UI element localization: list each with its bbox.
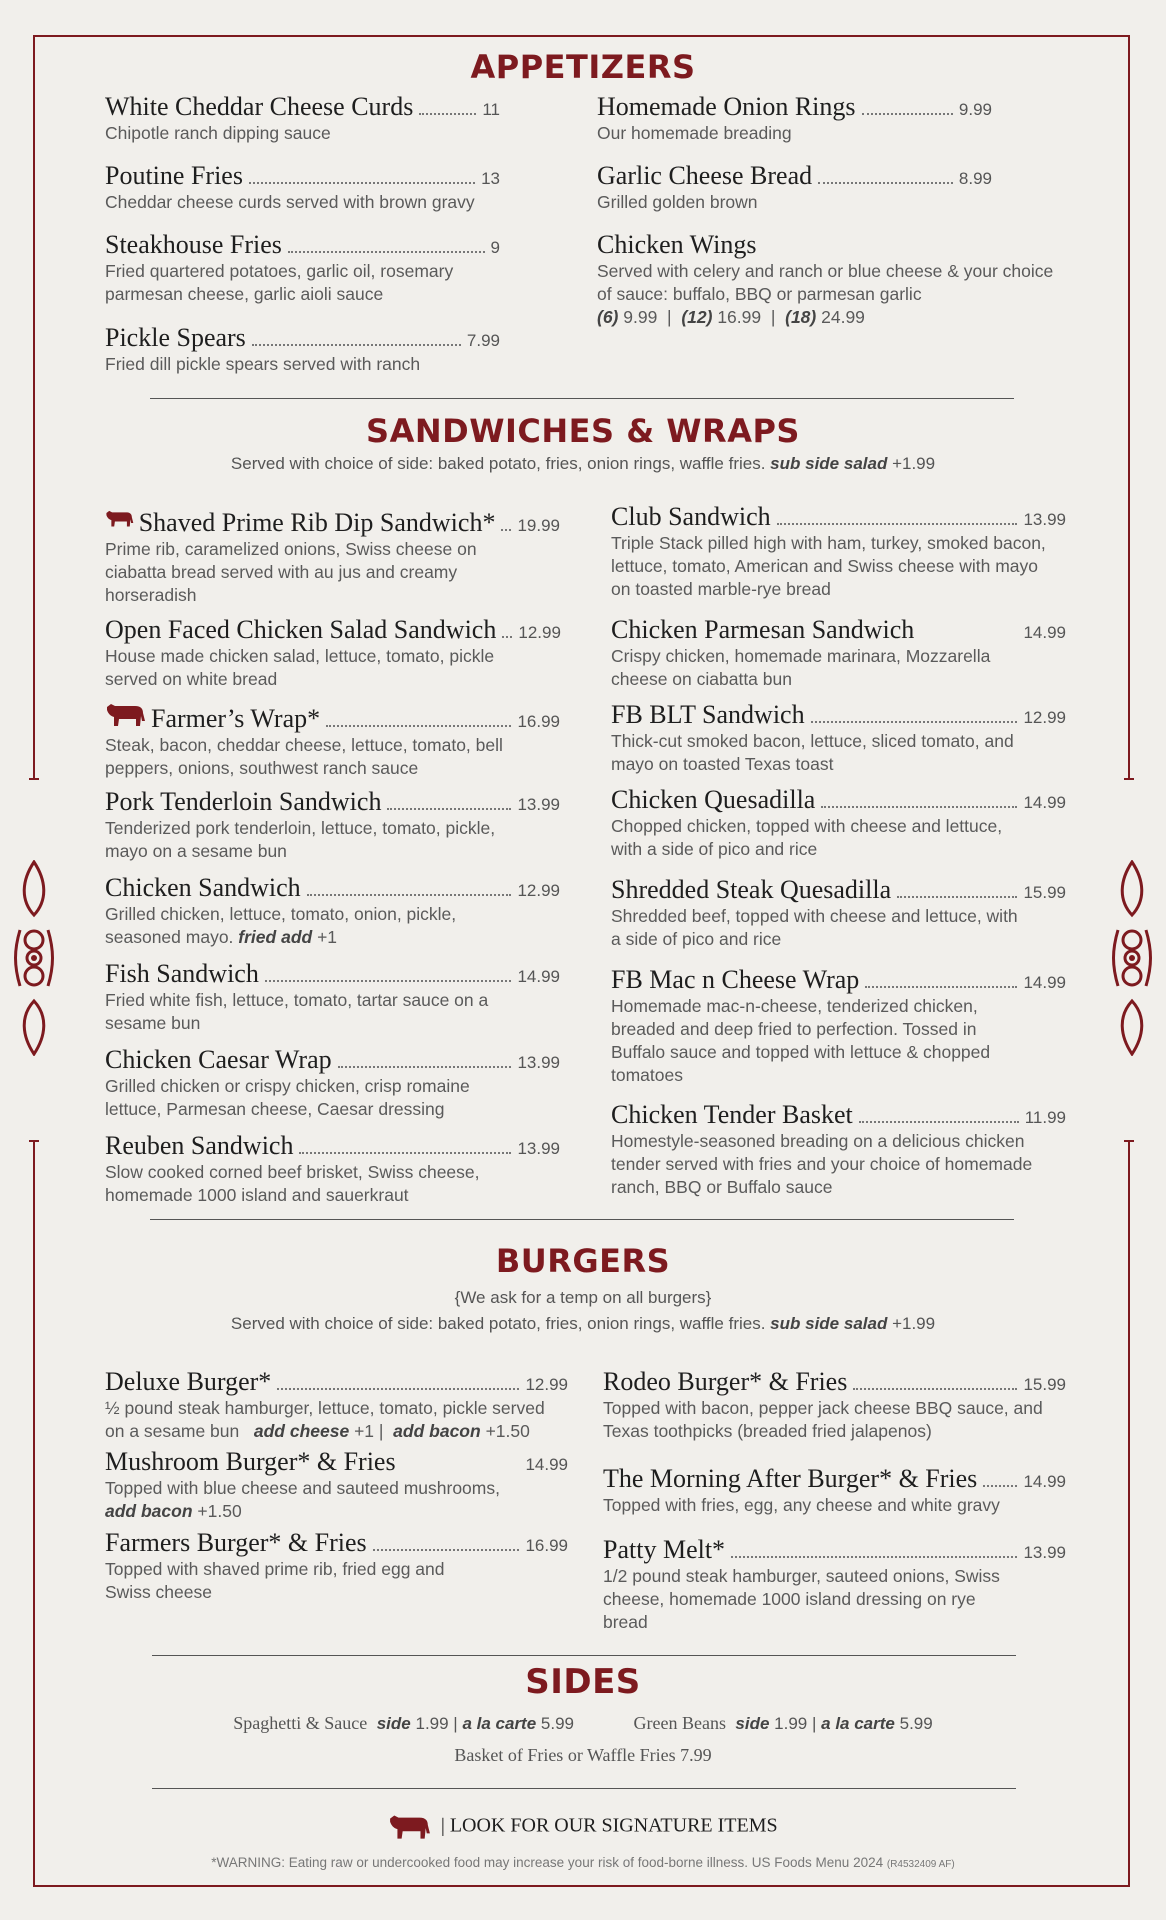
leader-dots: [731, 1556, 1017, 1558]
item-name: Chicken Tender Basket: [611, 1100, 853, 1129]
item-description: Slow cooked corned beef brisket, Swiss cheese, homemade 1000 island and sauerkraut: [105, 1162, 480, 1205]
subtitle-price: +1.99: [892, 1314, 936, 1333]
item-name: Farmer’s Wrap*: [151, 704, 321, 733]
item-name: FB Mac n Cheese Wrap: [611, 965, 860, 994]
basket-of-fries: Basket of Fries or Waffle Fries 7.99: [454, 1745, 712, 1765]
item-price: 13.99: [1023, 510, 1066, 529]
leader-dots: [897, 896, 1017, 898]
item-description: Prime rib, caramelized onions, Swiss cheese on ciabatta bread served with au jus and creamy horseradish: [105, 539, 477, 605]
menu-item: [611, 615, 1066, 691]
frame-tick: [29, 1140, 39, 1142]
leader-dots: [288, 251, 485, 253]
frame-tick: [29, 778, 39, 780]
menu-item: [611, 875, 1066, 951]
menu-item: [105, 1045, 560, 1121]
item-name: Farmers Burger* & Fries: [105, 1528, 367, 1557]
subtitle-emphasis: sub side salad: [770, 454, 888, 473]
menu-item: [603, 1535, 1066, 1634]
side-name: Spaghetti & Sauce: [233, 1713, 368, 1733]
leader-dots: [777, 523, 1018, 525]
menu-item: [105, 1131, 560, 1207]
item-name: The Morning After Burger* & Fries: [603, 1464, 978, 1493]
menu-item: [105, 1447, 568, 1523]
item-description: Shredded beef, topped with cheese and lettuce, with a side of pico and rice: [611, 906, 1018, 949]
leader-dots: [983, 1485, 1017, 1487]
leader-space: [920, 636, 1017, 638]
item-price: 15.99: [1023, 883, 1066, 902]
item-price: 8.99: [958, 169, 992, 188]
section-divider: [150, 1219, 1014, 1220]
leader-dots: [307, 894, 512, 896]
item-description-text: Topped with blue cheese and sauteed mushrooms,: [105, 1478, 500, 1498]
item-description: Thick-cut smoked bacon, lettuce, sliced tomato, and mayo on toasted Texas toast: [611, 731, 1014, 774]
leader-dots: [859, 1121, 1019, 1123]
item-name: Deluxe Burger*: [105, 1367, 272, 1396]
leader-dots: [338, 1066, 512, 1068]
section-divider: [152, 1655, 1016, 1656]
side-item: [233, 1714, 578, 1733]
cow-icon: [105, 701, 147, 727]
cow-icon: [388, 1812, 432, 1840]
menu-item: [611, 1100, 1066, 1199]
menu-item: [105, 959, 560, 1035]
item-description: Grilled golden brown: [597, 192, 758, 212]
menu-item: [105, 1367, 568, 1443]
a-la-carte-price: 5.99: [540, 1714, 575, 1733]
item-name: Chicken Quesadilla: [611, 785, 816, 814]
a-la-carte-label: a la carte: [462, 1714, 537, 1733]
leader-dots: [862, 113, 953, 115]
side-name: Green Beans: [633, 1713, 726, 1733]
item-addon: fried add: [238, 927, 313, 947]
leader-dots: [865, 986, 1017, 988]
section-divider: [152, 1788, 1016, 1789]
item-name: Homemade Onion Rings: [597, 92, 856, 121]
menu-item: [611, 785, 1066, 861]
item-addon-price: +1.50: [197, 1501, 242, 1521]
item-description: Grilled chicken or crispy chicken, crisp romaine lettuce, Parmesan cheese, Caesar dressing: [105, 1076, 470, 1119]
item-price: 12.99: [518, 623, 561, 642]
item-name: Shaved Prime Rib Dip Sandwich*: [138, 508, 496, 537]
item-price: 14.99: [1023, 973, 1066, 992]
item-description-text: Grilled chicken, lettuce, tomato, onion, pickle, seasoned mayo.: [105, 904, 457, 947]
item-description: Tenderized pork tenderloin, lettuce, tomato, pickle, mayo on a sesame bun: [105, 818, 496, 861]
menu-item: [105, 323, 500, 376]
item-addon: add cheese: [253, 1421, 350, 1441]
frame-right-upper: [1128, 35, 1130, 780]
item-addon-price: +1 |: [354, 1421, 384, 1441]
item-name: Patty Melt*: [603, 1535, 726, 1564]
item-price: 16.99: [525, 1536, 568, 1555]
side-label: side: [735, 1714, 770, 1733]
item-description: Crispy chicken, homemade marinara, Mozzarella cheese on ciabatta bun: [611, 646, 991, 689]
item-name: Club Sandwich: [611, 502, 771, 531]
item-description: Our homemade breading: [597, 123, 792, 143]
item-name: Poutine Fries: [105, 161, 243, 190]
section-divider: [150, 398, 1014, 399]
leader-dots: [277, 1388, 519, 1390]
item-description: [105, 1477, 568, 1523]
side-item: [633, 1714, 932, 1733]
item-name: Reuben Sandwich: [105, 1131, 294, 1160]
item-description: Fried dill pickle spears served with ranch: [105, 354, 421, 374]
item-price: 19.99: [517, 516, 560, 535]
wing-size-price: 9.99: [623, 307, 658, 327]
item-price: 13.99: [517, 1053, 560, 1072]
item-name: Chicken Wings: [597, 230, 757, 259]
item-name: Fish Sandwich: [105, 959, 259, 988]
wing-size-count: (6): [597, 307, 619, 327]
item-price: 14.99: [1023, 623, 1066, 642]
item-description: Topped with fries, egg, any cheese and white gravy: [603, 1495, 1000, 1515]
item-description: [105, 903, 525, 949]
item-addon-price: +1.50: [485, 1421, 530, 1441]
frame-left-upper: [33, 35, 35, 780]
menu-item: [105, 1528, 568, 1604]
item-price: 7.99: [466, 331, 500, 350]
item-description: Homemade mac-n-cheese, tenderized chicken, breaded and deep fried to perfection. Tossed in Buffalo sauce and topped with lettuce & chopped tomatoes: [611, 996, 991, 1085]
cow-icon: [105, 505, 135, 531]
menu-item: [597, 161, 992, 214]
burgers-note: {We ask for a temp on all burgers}: [454, 1288, 712, 1307]
leader-dots: [265, 980, 512, 982]
menu-code: (R4532409 AF): [886, 1859, 955, 1870]
side-price: 1.99 |: [415, 1714, 458, 1733]
item-name: Open Faced Chicken Salad Sandwich: [105, 615, 497, 644]
wing-size-price: 24.99: [821, 307, 865, 327]
leader-dots: [811, 721, 1018, 723]
item-name: White Cheddar Cheese Curds: [105, 92, 414, 121]
item-description: Steak, bacon, cheddar cheese, lettuce, tomato, bell peppers, onions, southwest ranch sauce: [105, 735, 503, 778]
menu-item: [105, 92, 500, 145]
item-price: 14.99: [517, 967, 560, 986]
menu-item: [611, 965, 1066, 1087]
item-price: 12.99: [525, 1375, 568, 1394]
item-addon: add bacon: [393, 1421, 481, 1441]
item-price: 14.99: [525, 1455, 568, 1474]
item-description: House made chicken salad, lettuce, tomato, pickle served on white bread: [105, 646, 495, 689]
leader-dots: [502, 636, 512, 638]
subtitle-emphasis: sub side salad: [770, 1314, 888, 1333]
signature-text: | LOOK FOR OUR SIGNATURE ITEMS: [440, 1814, 778, 1837]
frame-top-border: [33, 35, 1128, 37]
item-price: 11: [482, 100, 500, 119]
warning: [0, 1855, 1166, 1870]
item-price: 15.99: [1023, 1375, 1066, 1394]
item-price: 13.99: [517, 795, 560, 814]
leader-dots: [818, 182, 953, 184]
subtitle-text: Served with choice of side: baked potato, fries, onion rings, waffle fries.: [230, 1314, 766, 1333]
section-title-sandwiches: SANDWICHES & WRAPS: [366, 412, 800, 450]
ornament-flourish-icon: [14, 860, 54, 1056]
menu-item: [105, 873, 560, 949]
item-description: 1/2 pound steak hamburger, sauteed onions, Swiss cheese, homemade 1000 island dressing on rye bread: [603, 1566, 1000, 1632]
menu-item: [597, 92, 992, 145]
section-title-sides: SIDES: [525, 1662, 641, 1702]
subtitle-text: Served with choice of side: baked potato, fries, onion rings, waffle fries.: [230, 454, 766, 473]
menu-item: [105, 701, 560, 780]
leader-dots: [299, 1152, 511, 1154]
item-price: 13: [481, 169, 500, 188]
item-name: Chicken Caesar Wrap: [105, 1045, 332, 1074]
item-description: Topped with bacon, pepper jack cheese BBQ sauce, and Texas toothpicks (breaded fried jalapenos): [603, 1398, 1043, 1441]
item-name: Rodeo Burger* & Fries: [603, 1367, 848, 1396]
leader-dots: [249, 182, 475, 184]
leader-dots: [326, 725, 511, 727]
item-description: Cheddar cheese curds served with brown gravy: [105, 192, 475, 212]
menu-item: [603, 1464, 1066, 1517]
item-description: Chipotle ranch dipping sauce: [105, 123, 331, 143]
warning-text: *WARNING: Eating raw or undercooked food may increase your risk of food-borne illness. US Foods Menu 2024: [211, 1855, 884, 1870]
subtitle-price: +1.99: [892, 454, 936, 473]
frame-tick: [1124, 778, 1134, 780]
item-description: Homestyle-seasoned breading on a delicious chicken tender served with fries and your choice of homemade ranch, BBQ or Buffalo sauce: [611, 1131, 1033, 1197]
item-name: Pork Tenderloin Sandwich: [105, 787, 382, 816]
item-price: 9.99: [958, 100, 992, 119]
item-name: Mushroom Burger* & Fries: [105, 1447, 396, 1476]
item-description: Chopped chicken, topped with cheese and lettuce, with a side of pico and rice: [611, 816, 1003, 859]
sides-row: [0, 1713, 1166, 1734]
item-description: Triple Stack pilled high with ham, turkey, smoked bacon, lettuce, tomato, American and Swiss cheese with mayo on toasted marble-rye bread: [611, 533, 1046, 599]
item-name: Steakhouse Fries: [105, 230, 282, 259]
item-price: 13.99: [1023, 1543, 1066, 1562]
menu-item: [611, 502, 1066, 601]
menu-item: [105, 505, 560, 607]
item-description: [105, 1397, 568, 1443]
item-name: Garlic Cheese Bread: [597, 161, 813, 190]
item-price: 16.99: [517, 712, 560, 731]
burgers-subtitle: [0, 1314, 1166, 1334]
a-la-carte-price: 5.99: [899, 1714, 933, 1733]
wing-size-price: 16.99: [717, 307, 762, 327]
side-label: side: [376, 1714, 411, 1733]
menu-item: [597, 230, 1067, 329]
leader-dots: [373, 1549, 520, 1551]
side-price: 1.99 |: [774, 1714, 817, 1733]
menu-item: [105, 787, 560, 863]
frame-tick: [1124, 1140, 1134, 1142]
leader-dots: [501, 529, 511, 531]
leader-dots: [853, 1388, 1017, 1390]
menu-item: [603, 1367, 1066, 1443]
leader-dots: [821, 806, 1017, 808]
item-name: FB BLT Sandwich: [611, 700, 805, 729]
menu-item: [611, 700, 1066, 776]
frame-bottom-border: [33, 1885, 1128, 1887]
a-la-carte-label: a la carte: [821, 1714, 895, 1733]
wing-size-count: (18): [785, 307, 817, 327]
menu-item: [105, 230, 500, 306]
item-addon: add bacon: [105, 1501, 193, 1521]
item-name: Chicken Parmesan Sandwich: [611, 615, 915, 644]
item-name: Chicken Sandwich: [105, 873, 301, 902]
leader-space: [402, 1468, 520, 1470]
leader-dots: [252, 344, 461, 346]
item-addon-price: +1: [317, 927, 338, 947]
leader-dots: [387, 808, 511, 810]
item-description: Fried white fish, lettuce, tomato, tartar sauce on a sesame bun: [105, 990, 489, 1033]
wing-sizes: (6) 9.99 | (12) 16.99 | (18) 24.99: [597, 307, 865, 327]
item-description-text: ½ pound steak hamburger, lettuce, tomato, pickle served on a sesame bun: [105, 1398, 545, 1441]
item-description: Fried quartered potatoes, garlic oil, rosemary parmesan cheese, garlic aioli sauce: [105, 261, 454, 304]
menu-item: [105, 161, 500, 214]
section-title-appetizers: APPETIZERS: [470, 48, 696, 86]
item-price: 13.99: [517, 1139, 560, 1158]
wing-size-count: (12): [681, 307, 713, 327]
item-name: Shredded Steak Quesadilla: [611, 875, 892, 904]
item-price: 14.99: [1023, 793, 1066, 812]
menu-item: [105, 615, 560, 691]
item-price: 12.99: [1023, 708, 1066, 727]
item-price: 12.99: [517, 881, 560, 900]
ornament-flourish-icon: [1112, 860, 1152, 1056]
item-price: 9: [490, 238, 500, 257]
item-description: Topped with shaved prime rib, fried egg and Swiss cheese: [105, 1559, 445, 1602]
section-title-burgers: BURGERS: [495, 1242, 671, 1280]
item-description: Served with celery and ranch or blue cheese & your choice of sauce: buffalo, BBQ or parmesan garlic: [597, 261, 1054, 304]
item-price: 11.99: [1024, 1108, 1066, 1127]
item-price: 14.99: [1023, 1472, 1066, 1491]
signature-legend: [0, 1812, 1166, 1840]
leader-dots: [419, 113, 476, 115]
item-name: Pickle Spears: [105, 323, 246, 352]
sandwiches-subtitle: [0, 454, 1166, 474]
